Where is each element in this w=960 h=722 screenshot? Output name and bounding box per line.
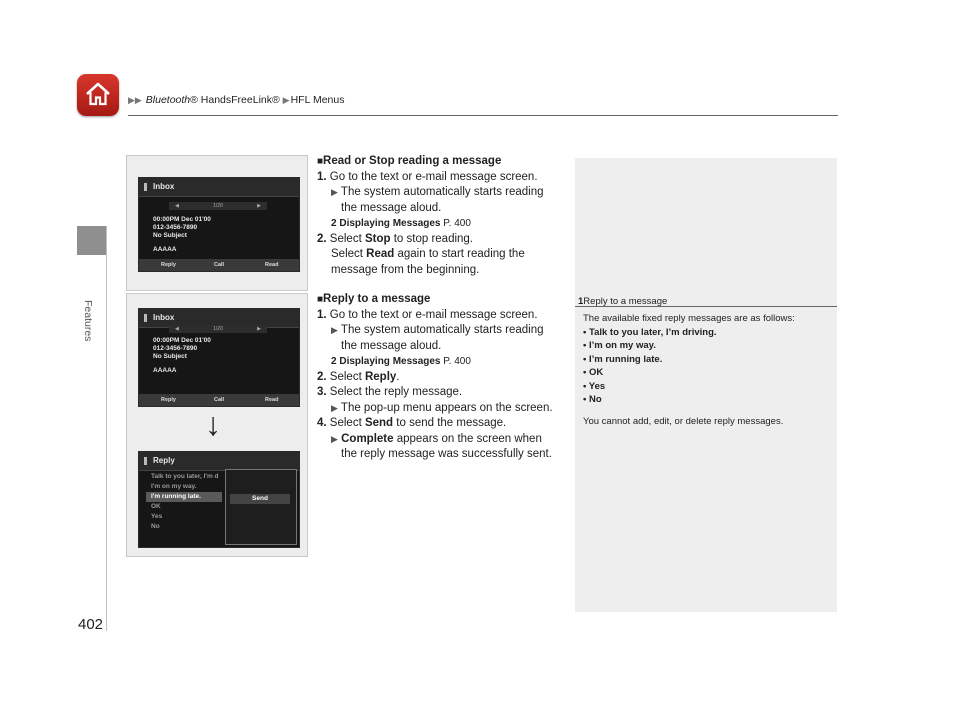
send-button[interactable]: Send (230, 494, 290, 504)
down-arrow-icon: ↓ (205, 406, 221, 442)
screen-title: Inbox (139, 309, 299, 328)
reply-option[interactable]: I'm on my way. (151, 483, 197, 490)
chapter-label: Features (82, 300, 94, 342)
pager: ◀ 1/20 ▶ (169, 202, 267, 210)
note-ref-icon: 1 (578, 296, 584, 307)
prev-icon: ◀ (175, 326, 179, 332)
ref-icon: 2 (331, 218, 337, 229)
message-body: AAAAA (153, 246, 177, 253)
next-icon: ▶ (257, 326, 261, 332)
note-item: • OK (583, 367, 604, 378)
section2-step2: 2. Select Reply. (317, 370, 400, 383)
chapter-tab (77, 226, 106, 255)
section2-step1-result: ▶ The system automatically starts reading (331, 324, 544, 336)
message-time: 00:00PM Dec 01'00 (153, 216, 211, 223)
read-softkey[interactable]: Read (265, 397, 279, 403)
pager: ◀ 1/20 ▶ (169, 325, 267, 333)
note-heading: 1Reply to a message (578, 296, 668, 307)
result-arrow-icon: ▶ (331, 433, 338, 444)
softkey-bar (139, 394, 299, 406)
section2-step3: 3. Select the reply message. (317, 386, 463, 398)
result-arrow-icon: ▶ (331, 325, 338, 335)
reply-softkey[interactable]: Reply (161, 397, 176, 403)
message-body: AAAAA (153, 367, 177, 374)
reply-option[interactable]: OK (151, 503, 161, 510)
screen-title: Inbox (139, 178, 299, 197)
section1-ref[interactable]: 2 Displaying Messages P. 400 (331, 218, 471, 229)
section1 (317, 154, 544, 278)
breadcrumb: ▶▶ Bluetooth® HandsFreeLink® ▶HFL Menus (128, 94, 345, 106)
section2-ref[interactable]: 2 Displaying Messages P. 400 (331, 356, 471, 367)
call-softkey[interactable]: Call (214, 262, 225, 268)
section2-step4-result: ▶ Complete appears on the screen when (331, 432, 542, 445)
call-softkey[interactable]: Call (214, 397, 225, 403)
note-item: • Talk to you later, I’m driving. (583, 326, 717, 338)
reply-option[interactable]: Yes (151, 513, 163, 520)
section2-heading: ■Reply to a message (317, 293, 431, 305)
section2-step1-result-cont: the message aloud. (341, 339, 442, 352)
side-divider (106, 226, 107, 631)
reply-option[interactable]: No (151, 523, 160, 530)
read-softkey[interactable]: Read (265, 262, 279, 268)
section1-step2-cont: Select Read again to start reading the (331, 248, 525, 260)
home-icon[interactable] (77, 74, 119, 116)
result-arrow-icon: ▶ (331, 402, 338, 413)
breadcrumb-hfl-menus[interactable]: HFL Menus (290, 94, 345, 106)
section1-step2: 2. Select Stop to stop reading. (317, 232, 474, 245)
next-icon: ▶ (257, 203, 261, 209)
section1-heading: ■Read or Stop reading a message (317, 155, 502, 167)
section1-step1: 1. Go to the text or e-mail message screen. (317, 170, 538, 183)
note-intro: The available fixed reply messages are as follows: (583, 313, 795, 324)
message-number: 012-3456-7890 (153, 345, 198, 352)
breadcrumb-handsfreelink[interactable]: ® HandsFreeLink® (190, 94, 280, 106)
inbox-screen (138, 177, 300, 272)
header-divider (128, 115, 838, 116)
reply-option[interactable]: Talk to you later, I'm d (151, 473, 219, 480)
section2 (317, 292, 553, 463)
section1-step1-result-cont: the message aloud. (341, 201, 442, 214)
screen-title: Reply (139, 452, 299, 471)
prev-icon: ◀ (175, 203, 179, 209)
section2-step1: 1. Go to the text or e-mail message screen. (317, 308, 538, 321)
inbox-screen-panel-1 (126, 155, 308, 291)
section1-step1-result: ▶ The system automatically starts reading (331, 186, 544, 198)
result-arrow-icon: ▶ (331, 187, 338, 197)
note-item: • No (583, 394, 602, 405)
section1-step2-cont2: message from the beginning. (331, 263, 480, 276)
section2-step3-result: ▶ The pop-up menu appears on the screen. (331, 401, 553, 414)
note-footer: You cannot add, edit, or delete reply messages. (583, 415, 784, 427)
section2-step4: 4. Select Send to send the message. (317, 417, 507, 429)
breadcrumb-bluetooth[interactable]: Bluetooth (145, 94, 191, 106)
note-item: • I’m on my way. (583, 340, 656, 351)
reply-softkey[interactable]: Reply (161, 262, 176, 268)
message-number: 012-3456-7890 (153, 224, 198, 231)
note-item: • I’m running late. (583, 353, 663, 365)
section2-step4-result-cont: the reply message was successfully sent. (341, 448, 552, 460)
reply-option-selected[interactable]: I'm running late. (151, 493, 201, 500)
softkey-bar (139, 259, 299, 271)
reply-screen (138, 451, 300, 548)
message-time: 00:00PM Dec 01'00 (153, 337, 211, 344)
inbox-screen-2 (138, 308, 300, 407)
note-item: • Yes (583, 380, 606, 392)
message-subject: No Subject (153, 232, 187, 239)
note-body (583, 312, 795, 428)
send-popup (225, 469, 297, 545)
message-subject: No Subject (153, 353, 187, 360)
reply-screens-panel (126, 293, 308, 557)
page-number: 402 (78, 616, 104, 633)
ref-icon: 2 (331, 356, 337, 367)
